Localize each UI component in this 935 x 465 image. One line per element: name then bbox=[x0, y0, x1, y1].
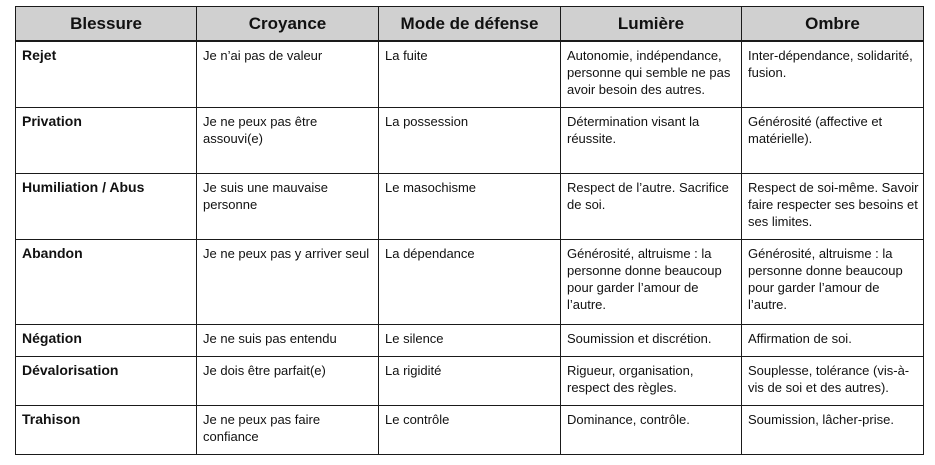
cell-blessure: Privation bbox=[16, 108, 197, 174]
cell-lumiere: Soumission et discrétion. bbox=[561, 325, 742, 357]
cell-ombre: Respect de soi-même. Savoir faire respecter ses besoins et ses limites. bbox=[742, 174, 924, 240]
cell-lumiere: Rigueur, organisation, respect des règles. bbox=[561, 357, 742, 406]
header-croyance: Croyance bbox=[197, 7, 379, 42]
cell-ombre: Soumission, lâcher-prise. bbox=[742, 406, 924, 455]
table-row bbox=[16, 41, 924, 108]
cell-ombre: Inter-dépendance, solidarité, fusion. bbox=[742, 41, 924, 108]
cell-defense: La possession bbox=[379, 108, 561, 174]
cell-blessure: Trahison bbox=[16, 406, 197, 455]
cell-ombre: Affirmation de soi. bbox=[742, 325, 924, 357]
header-ombre: Ombre bbox=[742, 7, 924, 42]
cell-croyance: Je dois être parfait(e) bbox=[197, 357, 379, 406]
cell-defense: Le silence bbox=[379, 325, 561, 357]
cell-croyance: Je suis une mauvaise personne bbox=[197, 174, 379, 240]
header-row bbox=[16, 7, 924, 42]
table-body bbox=[16, 41, 924, 455]
cell-blessure: Dévalorisation bbox=[16, 357, 197, 406]
cell-lumiere: Autonomie, indépendance, personne qui semble ne pas avoir besoin des autres. bbox=[561, 41, 742, 108]
cell-blessure: Abandon bbox=[16, 240, 197, 325]
table-row bbox=[16, 325, 924, 357]
wounds-table bbox=[15, 6, 924, 455]
header-blessure: Blessure bbox=[16, 7, 197, 42]
cell-croyance: Je ne peux pas être assouvi(e) bbox=[197, 108, 379, 174]
cell-defense: La rigidité bbox=[379, 357, 561, 406]
cell-croyance: Je n’ai pas de valeur bbox=[197, 41, 379, 108]
cell-defense: Le contrôle bbox=[379, 406, 561, 455]
cell-defense: La fuite bbox=[379, 41, 561, 108]
cell-croyance: Je ne peux pas y arriver seul bbox=[197, 240, 379, 325]
table-row bbox=[16, 357, 924, 406]
cell-blessure: Rejet bbox=[16, 41, 197, 108]
header-lumiere: Lumière bbox=[561, 7, 742, 42]
table-row bbox=[16, 174, 924, 240]
cell-defense: Le masochisme bbox=[379, 174, 561, 240]
cell-croyance: Je ne peux pas faire confiance bbox=[197, 406, 379, 455]
cell-lumiere: Générosité, altruisme : la personne donne beaucoup pour garder l’amour de l’autre. bbox=[561, 240, 742, 325]
header-mode-de-defense: Mode de défense bbox=[379, 7, 561, 42]
table-row bbox=[16, 406, 924, 455]
cell-blessure: Négation bbox=[16, 325, 197, 357]
cell-ombre: Générosité (affective et matérielle). bbox=[742, 108, 924, 174]
cell-lumiere: Dominance, contrôle. bbox=[561, 406, 742, 455]
table-header bbox=[16, 7, 924, 42]
cell-lumiere: Détermination visant la réussite. bbox=[561, 108, 742, 174]
cell-defense: La dépendance bbox=[379, 240, 561, 325]
cell-lumiere: Respect de l’autre. Sacrifice de soi. bbox=[561, 174, 742, 240]
table-row bbox=[16, 240, 924, 325]
cell-croyance: Je ne suis pas entendu bbox=[197, 325, 379, 357]
cell-ombre: Générosité, altruisme : la personne donne beaucoup pour garder l’amour de l’autre. bbox=[742, 240, 924, 325]
cell-ombre: Souplesse, tolérance (vis-à-vis de soi et des autres). bbox=[742, 357, 924, 406]
table-row bbox=[16, 108, 924, 174]
cell-blessure: Humiliation / Abus bbox=[16, 174, 197, 240]
